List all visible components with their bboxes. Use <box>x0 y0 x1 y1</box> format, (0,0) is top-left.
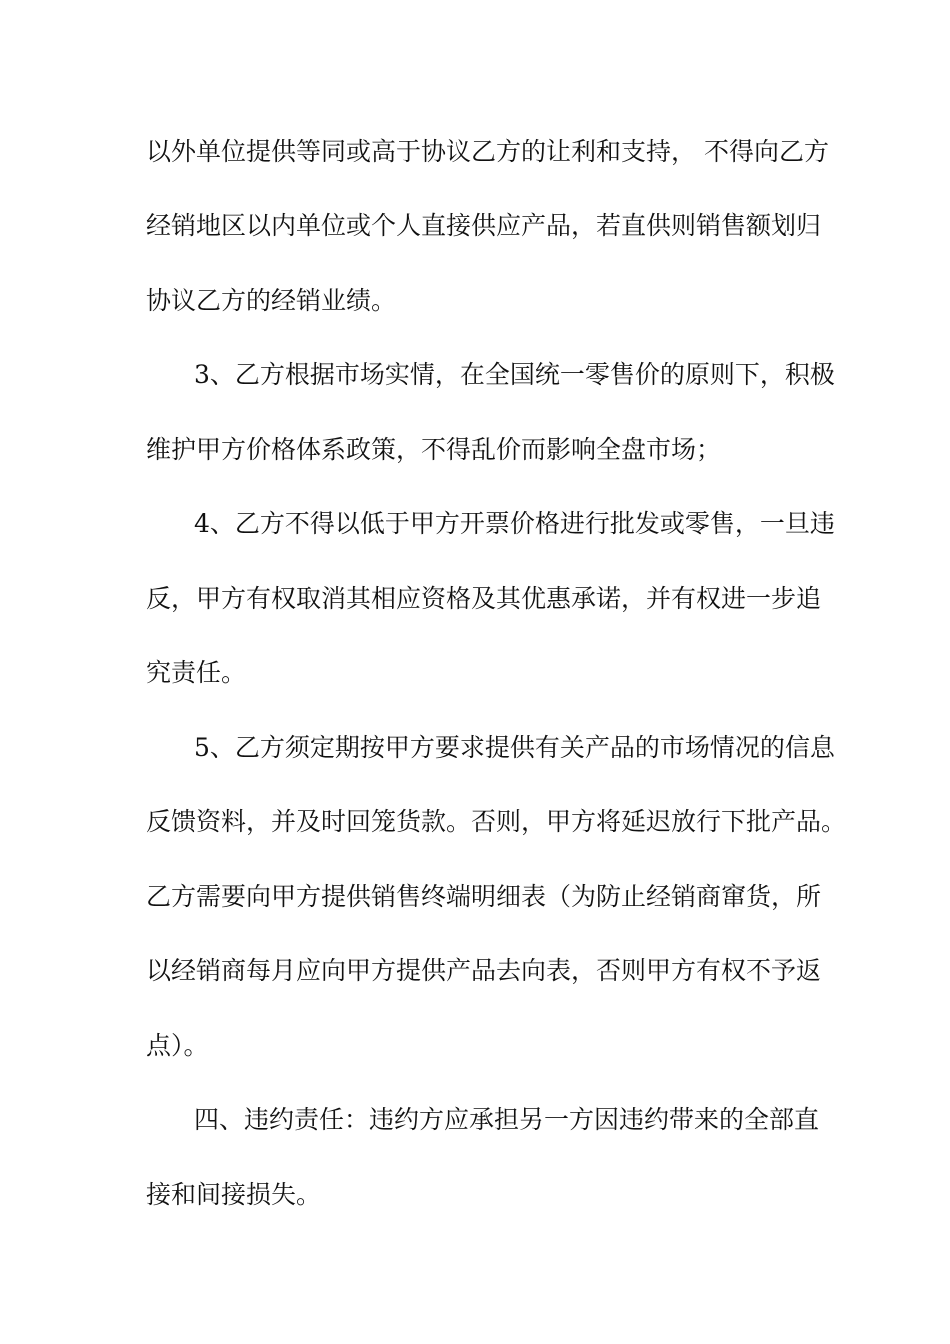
text-line: 四、违约责任：违约方应承担另一方因违约带来的全部直 <box>194 1105 820 1134</box>
text-line: 经销地区以内单位或个人直接供应产品，若直供则销售额划归 <box>146 211 822 240</box>
text-line: 维护甲方价格体系政策，不得乱价而影响全盘市场； <box>146 435 722 464</box>
text-line: 协议乙方的经销业绩。 <box>146 286 397 315</box>
text-line: 以外单位提供等同或高于协议乙方的让利和支持， 不得向乙方 <box>146 137 829 166</box>
text-line: 反，甲方有权取消其相应资格及其优惠承诺，并有权进一步追 <box>146 584 822 613</box>
text-line: 接和间接损失。 <box>146 1180 322 1209</box>
text-line: 究责任。 <box>146 658 247 687</box>
text-line: 乙方需要向甲方提供销售终端明细表（为防止经销商窜货，所 <box>146 882 822 911</box>
text-line: 3、乙方根据市场实情，在全国统一零售价的原则下，积极 <box>194 360 835 389</box>
text-line: 5、乙方须定期按甲方要求提供有关产品的市场情况的信息 <box>194 733 835 762</box>
text-line: 点）。 <box>146 1031 209 1060</box>
text-line: 反馈资料，并及时回笼货款。否则，甲方将延迟放行下批产品。 <box>146 807 847 836</box>
text-line: 以经销商每月应向甲方提供产品去向表，否则甲方有权不予返 <box>146 956 822 985</box>
text-line: 4、乙方不得以低于甲方开票价格进行批发或零售，一旦违 <box>194 509 835 538</box>
